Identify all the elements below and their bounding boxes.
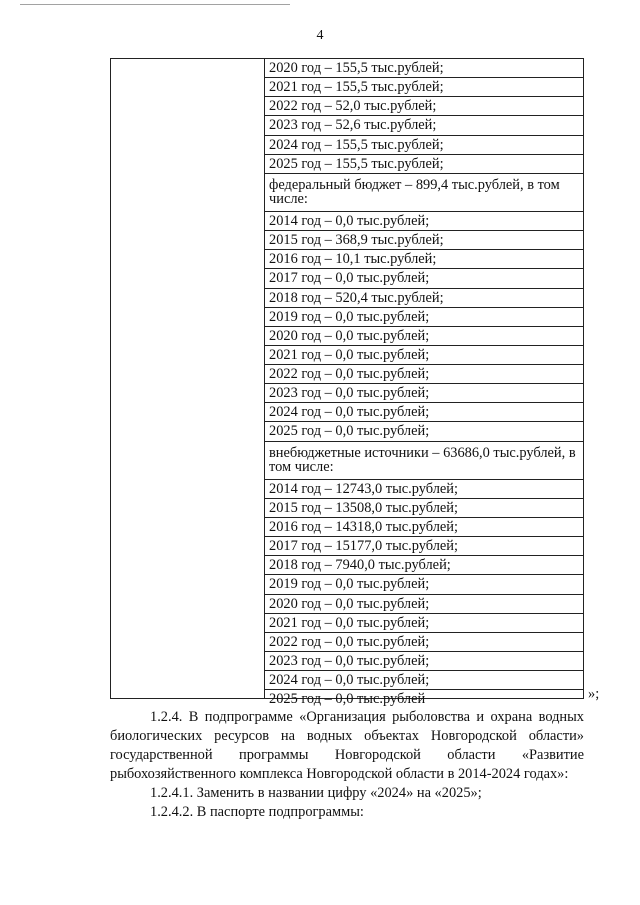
table-row: 2017 год – 15177,0 тыс.рублей; <box>265 537 583 556</box>
closing-quote: »; <box>588 686 600 702</box>
table-row: 2017 год – 0,0 тыс.рублей; <box>265 269 583 288</box>
table-row: 2021 год – 155,5 тыс.рублей; <box>265 78 583 97</box>
table-row: 2018 год – 7940,0 тыс.рублей; <box>265 556 583 575</box>
table-row: 2025 год – 0,0 тыс.рублей; <box>265 422 583 441</box>
paragraph-1-2-4: 1.2.4. В подпрограмме «Организация рыболовства и охрана водных биологических ресурсов на водных объектах Новгородской области» государственной программы Новгородской области «Развитие рыбохозяйственного комплекса Новгородской области в 2014-2024 годах»: <box>110 709 584 782</box>
table-row: 2020 год – 0,0 тыс.рублей; <box>265 327 583 346</box>
table-row: 2024 год – 0,0 тыс.рублей; <box>265 403 583 422</box>
table-row: 2018 год – 520,4 тыс.рублей; <box>265 289 583 308</box>
table-rows <box>265 59 583 709</box>
table-row: внебюджетные источники – 63686,0 тыс.рублей, в том числе: <box>265 442 583 480</box>
table-row: 2016 год – 14318,0 тыс.рублей; <box>265 518 583 537</box>
table-row: 2022 год – 0,0 тыс.рублей; <box>265 365 583 384</box>
table-row: 2025 год – 0,0 тыс.рублей <box>269 691 426 708</box>
table-row: 2020 год – 155,5 тыс.рублей; <box>265 59 583 78</box>
funding-table <box>110 58 584 708</box>
table-row: 2023 год – 52,6 тыс.рублей; <box>265 116 583 135</box>
table-row: 2014 год – 12743,0 тыс.рублей; <box>265 480 583 499</box>
table-row: 2016 год – 10,1 тыс.рублей; <box>265 250 583 269</box>
paragraph-1-2-4-2: 1.2.4.2. В паспорте подпрограммы: <box>150 804 364 820</box>
table-row: 2023 год – 0,0 тыс.рублей; <box>265 384 583 403</box>
table-row: 2024 год – 155,5 тыс.рублей; <box>265 136 583 155</box>
table-row: 2019 год – 0,0 тыс.рублей; <box>265 575 583 594</box>
table-row: 2025 год – 155,5 тыс.рублей; <box>265 155 583 174</box>
paragraph-1-2-4-1: 1.2.4.1. Заменить в названии цифру «2024» на «2025»; <box>150 785 482 801</box>
table-row: федеральный бюджет – 899,4 тыс.рублей, в том числе: <box>265 174 583 212</box>
table-row: 2022 год – 0,0 тыс.рублей; <box>265 633 583 652</box>
page-number: 4 <box>316 28 324 43</box>
table-row: 2021 год – 0,0 тыс.рублей; <box>265 346 583 365</box>
table-row: 2024 год – 0,0 тыс.рублей; <box>265 671 583 690</box>
table-row: 2023 год – 0,0 тыс.рублей; <box>265 652 583 671</box>
table-row: 2014 год – 0,0 тыс.рублей; <box>265 212 583 231</box>
table-row: 2015 год – 13508,0 тыс.рублей; <box>265 499 583 518</box>
table-row: 2021 год – 0,0 тыс.рублей; <box>265 614 583 633</box>
table-row: 2019 год – 0,0 тыс.рублей; <box>265 308 583 327</box>
table-row: 2022 год – 52,0 тыс.рублей; <box>265 97 583 116</box>
scan-top-line <box>20 4 290 5</box>
table-row: 2015 год – 368,9 тыс.рублей; <box>265 231 583 250</box>
table-row: 2020 год – 0,0 тыс.рублей; <box>265 595 583 614</box>
